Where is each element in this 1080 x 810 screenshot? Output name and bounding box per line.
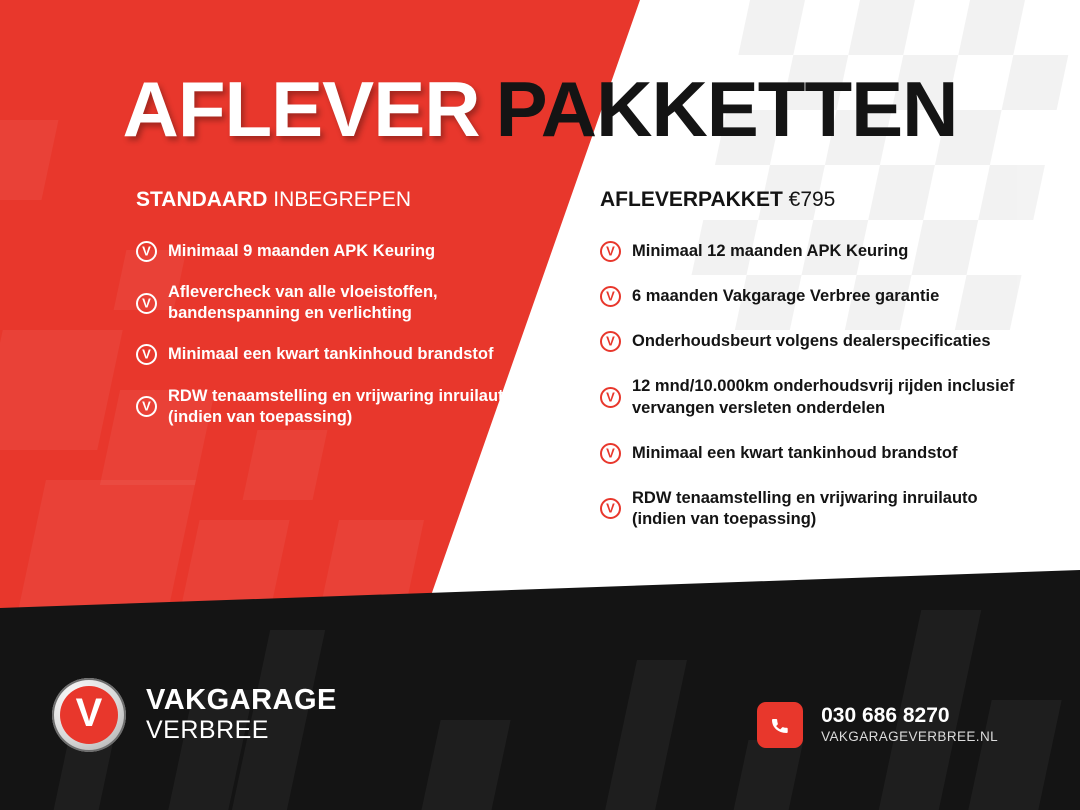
brand-name-line-one: VAKGARAGE bbox=[146, 684, 337, 717]
list-item-label: RDW tenaamstelling en vrijwaring inruilauto (indien van toepassing) bbox=[168, 386, 514, 426]
logo-glyph: V bbox=[75, 691, 103, 735]
check-badge-icon bbox=[600, 387, 621, 408]
list-item-label: 12 mnd/10.000km onderhoudsvrij rijden inclusief vervangen versleten onderdelen bbox=[632, 377, 1015, 417]
list-item bbox=[600, 488, 1020, 530]
list-item-label: Minimaal 9 maanden APK Keuring bbox=[168, 242, 436, 261]
contact-details bbox=[821, 703, 998, 747]
check-badge-glyph: V bbox=[142, 243, 151, 259]
list-item-label: RDW tenaamstelling en vrijwaring inruilauto (indien van toepassing) bbox=[632, 488, 978, 528]
list-item bbox=[600, 241, 1020, 262]
list-item-label: Minimaal een kwart tankinhoud brandstof bbox=[168, 345, 494, 364]
check-badge-icon bbox=[600, 241, 621, 262]
check-badge-glyph: V bbox=[606, 243, 615, 259]
afleverpakket-price: €795 bbox=[788, 188, 836, 211]
list-item bbox=[600, 331, 1020, 352]
check-badge-glyph: V bbox=[606, 288, 615, 304]
phone-number[interactable]: 030 686 8270 bbox=[821, 703, 950, 727]
check-badge-icon bbox=[600, 331, 621, 352]
check-badge-icon bbox=[136, 241, 157, 262]
list-item-label: Minimaal 12 maanden APK Keuring bbox=[632, 242, 909, 261]
list-item bbox=[600, 286, 1020, 307]
check-badge-icon bbox=[600, 498, 621, 519]
standard-package-feature-list bbox=[136, 241, 536, 428]
page-title-part-two: PAKKETTEN bbox=[495, 65, 958, 153]
check-badge-glyph: V bbox=[606, 445, 615, 461]
page-title bbox=[0, 65, 1080, 153]
check-badge-icon bbox=[136, 396, 157, 417]
standard-package-column bbox=[136, 188, 536, 448]
check-badge-glyph: V bbox=[142, 346, 151, 362]
afleverpakket-heading bbox=[600, 188, 1020, 211]
list-item bbox=[136, 282, 536, 324]
list-item-label: Aflevercheck van alle vloeistoffen, bandenspanning en verlichting bbox=[168, 283, 438, 323]
list-item-label: Onderhoudsbeurt volgens dealerspecificaties bbox=[632, 332, 991, 351]
list-item bbox=[600, 376, 1020, 418]
check-badge-glyph: V bbox=[142, 295, 151, 311]
check-badge-icon bbox=[136, 293, 157, 314]
afleverpakket-heading-strong: AFLEVERPAKKET bbox=[600, 188, 783, 211]
check-badge-glyph: V bbox=[142, 398, 151, 414]
list-item bbox=[136, 241, 536, 262]
check-badge-glyph: V bbox=[606, 500, 615, 516]
website-url[interactable]: VAKGARAGEVERBREE.NL bbox=[821, 729, 998, 745]
brand-name bbox=[146, 685, 337, 744]
afleverpakket-column bbox=[600, 188, 1020, 554]
check-badge-icon bbox=[600, 443, 621, 464]
brand-name-line-two: VERBREE bbox=[146, 715, 269, 744]
check-badge-glyph: V bbox=[606, 333, 615, 349]
check-badge-icon bbox=[136, 344, 157, 365]
check-badge-glyph: V bbox=[606, 389, 615, 405]
phone-icon[interactable] bbox=[757, 702, 803, 748]
list-item-label: Minimaal een kwart tankinhoud brandstof bbox=[632, 443, 958, 462]
list-item bbox=[600, 443, 1020, 464]
standard-heading-light: INBEGREPEN bbox=[273, 188, 411, 211]
check-badge-icon bbox=[600, 286, 621, 307]
list-item bbox=[136, 386, 536, 428]
list-item-label: 6 maanden Vakgarage Verbree garantie bbox=[632, 287, 940, 306]
vakgarage-logo-icon bbox=[52, 678, 126, 752]
list-item bbox=[136, 344, 536, 365]
brand-logo bbox=[52, 678, 337, 752]
standard-heading-strong: STANDAARD bbox=[136, 188, 268, 211]
page-title-part-one: AFLEVER bbox=[122, 65, 480, 153]
logo-v-mark bbox=[60, 686, 118, 744]
afleverpakket-feature-list bbox=[600, 241, 1020, 530]
standard-package-heading bbox=[136, 188, 536, 211]
contact-block bbox=[757, 702, 998, 748]
